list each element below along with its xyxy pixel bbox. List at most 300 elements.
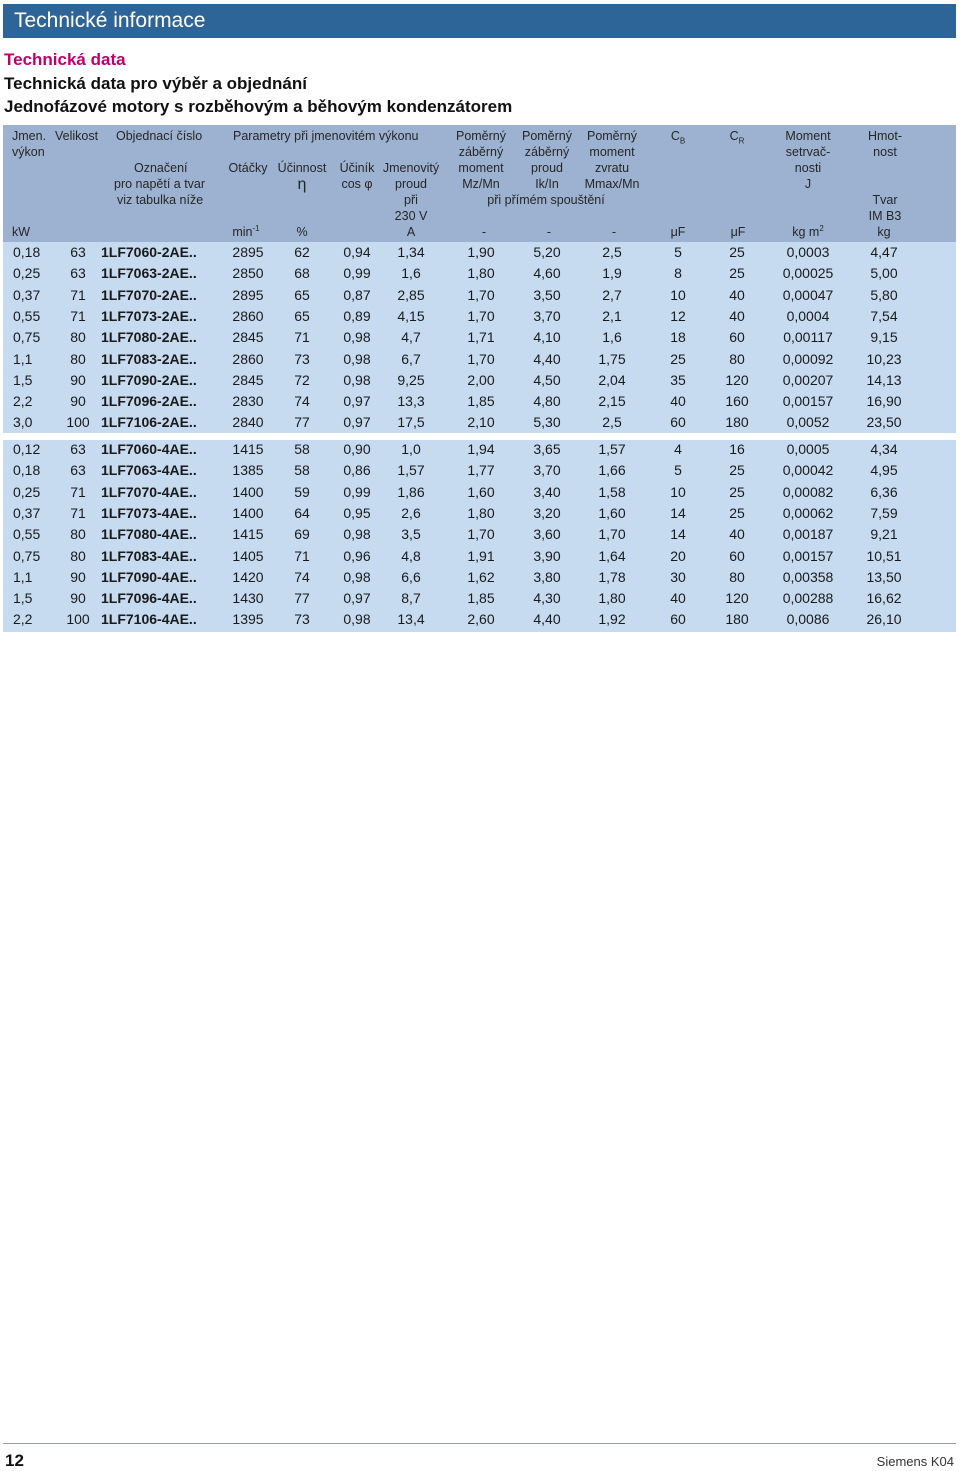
hdr-mmax-2: moment	[589, 145, 635, 159]
hdr-hmot-2: nost	[873, 145, 897, 159]
cell-order-number: 1LF7090-2AE..	[101, 371, 197, 388]
cell-cr: 25	[729, 244, 745, 260]
cell-weight: 9,21	[870, 526, 898, 543]
cell-starting-current: 5,20	[533, 244, 561, 260]
group-separator	[3, 433, 956, 440]
cell-weight: 5,80	[870, 286, 898, 303]
cell-cr: 60	[729, 547, 745, 564]
cell-breakdown-torque: 2,1	[602, 307, 622, 324]
unit-kg: kg	[877, 225, 891, 239]
hdr-moment-4: J	[804, 177, 812, 191]
cell-order-number: 1LF7060-4AE..	[101, 441, 197, 457]
cell-starting-torque: 1,70	[467, 350, 495, 367]
cell-starting-torque: 1,60	[467, 483, 495, 500]
cell-speed: 1405	[232, 547, 264, 564]
cell-power: 3,0	[13, 414, 33, 431]
unit-ik: -	[546, 225, 552, 239]
cell-power: 0,55	[13, 307, 41, 324]
cell-breakdown-torque: 1,70	[598, 526, 626, 543]
cell-weight: 10,51	[866, 547, 902, 564]
cell-power-factor: 0,89	[343, 307, 371, 324]
cell-starting-current: 4,10	[533, 329, 561, 346]
cell-power: 1,1	[13, 350, 33, 367]
cell-current: 1,0	[401, 441, 421, 457]
hdr-proud-2: proud	[395, 177, 427, 191]
cell-breakdown-torque: 1,78	[598, 568, 626, 585]
cell-power: 0,12	[13, 441, 41, 457]
cell-starting-torque: 1,85	[467, 393, 495, 410]
cell-size: 100	[66, 611, 90, 628]
cell-power-factor: 0,95	[343, 504, 371, 521]
cell-cb: 25	[670, 350, 686, 367]
cell-power-factor: 0,90	[343, 441, 371, 457]
cell-breakdown-torque: 2,15	[598, 393, 626, 410]
cell-breakdown-torque: 1,64	[598, 547, 626, 564]
cell-order-number: 1LF7096-2AE..	[101, 393, 197, 410]
cell-power-factor: 0,97	[343, 590, 371, 607]
cell-order-number: 1LF7070-2AE..	[101, 286, 197, 303]
cell-power-factor: 0,98	[343, 568, 371, 585]
cell-order-number: 1LF7083-4AE..	[101, 547, 197, 564]
cell-starting-current: 3,90	[533, 547, 561, 564]
cell-starting-torque: 1,94	[467, 441, 495, 457]
cell-size: 71	[70, 483, 86, 500]
hdr-mmax-1: Poměrný	[586, 129, 638, 143]
hdr-proud-1: Jmenovitý	[382, 161, 440, 175]
hdr-ucinnost: Účinnost	[277, 161, 327, 175]
cell-inertia: 0,00288	[782, 590, 834, 607]
cell-starting-torque: 1,80	[467, 265, 495, 282]
hdr-velikost: Velikost	[55, 129, 99, 143]
cell-order-number: 1LF7063-2AE..	[101, 265, 197, 282]
hdr-mz-4: Mz/Mn	[462, 177, 500, 191]
cell-breakdown-torque: 2,5	[602, 414, 622, 431]
cell-order-number: 1LF7080-2AE..	[101, 329, 197, 346]
cell-starting-current: 4,40	[533, 350, 561, 367]
cell-current: 2,6	[401, 504, 421, 521]
cell-efficiency: 74	[294, 568, 310, 585]
cell-cb: 40	[670, 590, 686, 607]
cell-weight: 16,90	[866, 393, 902, 410]
cell-cb: 5	[674, 462, 682, 479]
hdr-mz-1: Poměrný	[455, 129, 507, 143]
cell-inertia: 0,00207	[782, 371, 834, 388]
cell-power: 0,25	[13, 265, 41, 282]
hdr-mmax-3: zvratu	[594, 161, 630, 175]
cell-inertia: 0,00082	[782, 483, 834, 500]
cell-starting-current: 4,80	[533, 393, 561, 410]
cell-weight: 23,50	[866, 414, 902, 431]
cell-starting-current: 3,50	[533, 286, 561, 303]
cell-speed: 1415	[232, 441, 264, 457]
unit-kgm2: kg $m^2$	[792, 223, 824, 239]
cell-current: 3,5	[401, 526, 421, 543]
cell-order-number: 1LF7083-2AE..	[101, 350, 197, 367]
cell-starting-current: 5,30	[533, 414, 561, 431]
cell-speed: 2860	[232, 307, 264, 324]
cell-speed: 2830	[232, 393, 264, 410]
hdr-cos-phi: cos φ	[341, 177, 373, 191]
cell-inertia: 0,00047	[782, 286, 834, 303]
cell-weight: 7,54	[870, 307, 898, 324]
cell-speed: 2840	[232, 414, 264, 431]
cell-power-factor: 0,99	[343, 265, 371, 282]
cell-starting-torque: 1,90	[467, 244, 495, 260]
unit-min: $\min^{-1}$	[232, 223, 260, 239]
hdr-moment-2: setrvač-	[785, 145, 831, 159]
cell-size: 71	[70, 286, 86, 303]
unit-cr: μF	[730, 225, 746, 239]
cell-weight: 6,36	[870, 483, 898, 500]
cell-inertia: 0,00187	[782, 526, 834, 543]
cell-power: 0,18	[13, 244, 41, 260]
unit-pct: %	[296, 225, 308, 239]
cell-current: 4,8	[401, 547, 421, 564]
cell-starting-current: 3,65	[533, 441, 561, 457]
hdr-mz-2: záběrný	[458, 145, 504, 159]
cell-cb: 5	[674, 244, 682, 260]
cell-power: 1,5	[13, 590, 33, 607]
cell-efficiency: 72	[294, 371, 310, 388]
cell-cr: 16	[729, 441, 745, 457]
cell-power: 1,1	[13, 568, 33, 585]
hdr-im-b3: IM B3	[868, 209, 902, 223]
cell-cb: 30	[670, 568, 686, 585]
cell-efficiency: 73	[294, 611, 310, 628]
cell-speed: 1395	[232, 611, 264, 628]
cell-inertia: 0,00117	[783, 329, 833, 346]
cell-current: 13,4	[397, 611, 425, 628]
cell-speed: 1400	[232, 483, 264, 500]
hdr-ik-3: proud	[531, 161, 563, 175]
cell-efficiency: 71	[294, 547, 310, 564]
unit-mmax: -	[611, 225, 617, 239]
cell-inertia: 0,00157	[782, 393, 834, 410]
cell-cb: 10	[670, 286, 686, 303]
cell-current: 1,6	[401, 265, 421, 282]
cell-cb: 60	[670, 611, 686, 628]
footer-divider	[3, 1443, 956, 1444]
hdr-prime-spousteni: při přímém spouštění	[487, 193, 605, 207]
cell-order-number: 1LF7090-4AE..	[101, 568, 197, 585]
cell-weight: 16,62	[866, 590, 902, 607]
hdr-mmax-4: Mmax/Mn	[584, 177, 640, 191]
cell-starting-current: 3,70	[533, 307, 561, 324]
cell-speed: 2860	[232, 350, 264, 367]
cell-efficiency: 58	[294, 462, 310, 479]
cell-cb: 60	[670, 414, 686, 431]
brand-label: Siemens K04	[876, 1454, 954, 1469]
cell-efficiency: 77	[294, 590, 310, 607]
hdr-ik-1: Poměrný	[521, 129, 573, 143]
cell-weight: 13,50	[866, 568, 902, 585]
cell-cr: 80	[729, 568, 745, 585]
cell-power-factor: 0,98	[343, 526, 371, 543]
cell-efficiency: 71	[294, 329, 310, 346]
cell-current: 2,85	[397, 286, 425, 303]
cell-current: 6,6	[401, 568, 421, 585]
cell-inertia: 0,00042	[782, 462, 834, 479]
hdr-cb: $C_B$	[670, 129, 686, 146]
cell-order-number: 1LF7063-4AE..	[101, 462, 197, 479]
cell-inertia: 0,00092	[782, 350, 834, 367]
cell-speed: 1420	[232, 568, 264, 585]
cell-cr: 40	[729, 286, 745, 303]
cell-weight: 14,13	[866, 371, 902, 388]
cell-inertia: 0,0005	[786, 441, 830, 457]
cell-size: 80	[70, 526, 86, 543]
page-banner	[3, 4, 956, 38]
cell-efficiency: 74	[294, 393, 310, 410]
cell-cr: 25	[729, 504, 745, 521]
hdr-oznaceni-3: viz tabulka níže	[117, 193, 204, 207]
cell-breakdown-torque: 2,7	[602, 286, 622, 303]
hdr-objednaci-cislo: Objednací číslo	[116, 129, 203, 143]
cell-power: 2,2	[13, 611, 33, 628]
cell-power: 0,75	[13, 547, 41, 564]
cell-inertia: 0,0086	[786, 611, 830, 628]
cell-speed: 2895	[232, 244, 264, 260]
cell-inertia: 0,00157	[782, 547, 834, 564]
hdr-ucinik: Účiník	[339, 161, 375, 175]
cell-cr: 25	[729, 483, 745, 500]
cell-size: 63	[70, 265, 86, 282]
unit-kw: kW	[12, 225, 31, 239]
hdr-parametry: Parametry při jmenovitém výkonu	[233, 129, 419, 143]
cell-starting-torque: 1,70	[467, 307, 495, 324]
cell-power-factor: 0,97	[343, 414, 371, 431]
cell-size: 80	[70, 350, 86, 367]
cell-starting-current: 3,20	[533, 504, 561, 521]
cell-power-factor: 0,98	[343, 350, 371, 367]
cell-current: 4,7	[401, 329, 421, 346]
cell-breakdown-torque: 1,60	[598, 504, 626, 521]
cell-breakdown-torque: 2,04	[598, 371, 626, 388]
cell-power-factor: 0,97	[343, 393, 371, 410]
hdr-mz-3: moment	[458, 161, 504, 175]
cell-cr: 80	[729, 350, 745, 367]
cell-current: 6,7	[401, 350, 421, 367]
cell-breakdown-torque: 1,92	[598, 611, 626, 628]
cell-cb: 10	[670, 483, 686, 500]
hdr-proud-3: při	[404, 193, 418, 207]
cell-breakdown-torque: 1,9	[602, 265, 622, 282]
cell-current: 1,34	[397, 244, 425, 260]
cell-weight: 5,00	[870, 265, 898, 282]
cell-efficiency: 69	[294, 526, 310, 543]
subtitle-selection: Technická data pro výběr a objednání	[4, 74, 307, 93]
cell-power: 2,2	[13, 393, 33, 410]
section-title: Technická data	[4, 50, 126, 69]
cell-speed: 1400	[232, 504, 264, 521]
cell-size: 80	[70, 329, 86, 346]
hdr-vykon: výkon	[12, 145, 45, 159]
cell-starting-current: 4,60	[533, 265, 561, 282]
hdr-ik-4: Ik/In	[535, 177, 559, 191]
cell-inertia: 0,00025	[782, 265, 834, 282]
cell-speed: 2845	[232, 371, 264, 388]
hdr-tvar: Tvar	[872, 193, 898, 207]
cell-starting-torque: 1,85	[467, 590, 495, 607]
cell-cb: 12	[670, 307, 686, 324]
hdr-ik-2: záběrný	[524, 145, 570, 159]
cell-power-factor: 0,98	[343, 371, 371, 388]
cell-inertia: 0,00358	[782, 568, 834, 585]
cell-starting-torque: 2,10	[467, 414, 495, 431]
cell-speed: 1385	[232, 462, 264, 479]
unit-cb: μF	[670, 225, 686, 239]
cell-power: 0,25	[13, 483, 41, 500]
cell-power-factor: 0,87	[343, 286, 371, 303]
cell-efficiency: 58	[294, 441, 310, 457]
unit-mz: -	[481, 225, 487, 239]
cell-power: 0,37	[13, 504, 41, 521]
cell-size: 90	[70, 393, 86, 410]
hdr-oznaceni-2: pro napětí a tvar	[114, 177, 206, 191]
cell-power-factor: 0,98	[343, 329, 371, 346]
cell-cr: 40	[729, 526, 745, 543]
hdr-proud-4: 230 V	[394, 209, 428, 223]
cell-speed: 1430	[232, 590, 264, 607]
cell-inertia: 0,0004	[786, 307, 830, 324]
cell-breakdown-torque: 1,58	[598, 483, 626, 500]
cell-inertia: 0,00062	[782, 504, 834, 521]
cell-efficiency: 64	[294, 504, 310, 521]
hdr-jmen: Jmen.	[12, 129, 47, 143]
cell-size: 71	[70, 504, 86, 521]
cell-breakdown-torque: 1,80	[598, 590, 626, 607]
cell-current: 1,86	[397, 483, 425, 500]
cell-cr: 25	[729, 462, 745, 479]
page-number: 12	[5, 1451, 24, 1470]
cell-size: 90	[70, 371, 86, 388]
cell-weight: 4,95	[870, 462, 898, 479]
hdr-cr: $C_R$	[729, 129, 745, 146]
cell-cb: 40	[670, 393, 686, 410]
cell-weight: 9,15	[870, 329, 898, 346]
cell-cb: 18	[670, 329, 686, 346]
cell-efficiency: 68	[294, 265, 310, 282]
unit-amp: A	[406, 225, 416, 239]
hdr-hmot-1: Hmot-	[867, 129, 903, 143]
cell-cr: 180	[725, 611, 749, 628]
cell-weight: 10,23	[866, 350, 902, 367]
cell-starting-current: 3,60	[533, 526, 561, 543]
cell-order-number: 1LF7106-4AE..	[101, 611, 197, 628]
cell-breakdown-torque: 1,6	[602, 329, 622, 346]
cell-size: 63	[70, 441, 86, 457]
cell-weight: 4,47	[870, 244, 898, 260]
cell-efficiency: 62	[294, 244, 310, 260]
cell-starting-current: 4,50	[533, 371, 561, 388]
cell-power: 1,5	[13, 371, 33, 388]
cell-speed: 1415	[232, 526, 264, 543]
hdr-otacky: Otáčky	[228, 161, 268, 175]
cell-power-factor: 0,99	[343, 483, 371, 500]
cell-size: 63	[70, 244, 86, 260]
cell-cb: 14	[670, 504, 686, 521]
cell-size: 90	[70, 568, 86, 585]
cell-speed: 2845	[232, 329, 264, 346]
cell-starting-torque: 1,91	[467, 547, 495, 564]
cell-power: 0,75	[13, 329, 41, 346]
cell-cr: 160	[725, 393, 749, 410]
cell-current: 13,3	[397, 393, 425, 410]
cell-power: 0,37	[13, 286, 41, 303]
cell-weight: 4,34	[870, 441, 898, 457]
cell-starting-torque: 1,77	[467, 462, 495, 479]
cell-power-factor: 0,98	[343, 611, 371, 628]
cell-inertia: 0,0052	[786, 414, 830, 431]
cell-efficiency: 77	[294, 414, 310, 431]
cell-order-number: 1LF7096-4AE..	[101, 590, 197, 607]
cell-order-number: 1LF7073-2AE..	[101, 307, 197, 324]
cell-breakdown-torque: 2,5	[602, 244, 622, 260]
cell-starting-torque: 2,00	[467, 371, 495, 388]
cell-efficiency: 65	[294, 307, 310, 324]
cell-cb: 4	[674, 441, 682, 457]
cell-starting-torque: 1,80	[467, 504, 495, 521]
hdr-oznaceni-1: Označení	[134, 161, 188, 175]
cell-efficiency: 73	[294, 350, 310, 367]
hdr-eta-symbol: η	[297, 176, 307, 193]
cell-cr: 120	[725, 371, 749, 388]
cell-size: 90	[70, 590, 86, 607]
cell-power-factor: 0,86	[343, 462, 371, 479]
cell-starting-torque: 2,60	[467, 611, 495, 628]
cell-power: 0,55	[13, 526, 41, 543]
cell-cr: 25	[729, 265, 745, 282]
cell-cr: 120	[725, 590, 749, 607]
cell-current: 9,25	[397, 371, 425, 388]
cell-starting-current: 4,40	[533, 611, 561, 628]
cell-inertia: 0,0003	[786, 244, 830, 260]
cell-power-factor: 0,96	[343, 547, 371, 564]
cell-starting-torque: 1,70	[467, 286, 495, 303]
banner-title: Technické informace	[14, 9, 206, 32]
cell-weight: 7,59	[870, 504, 898, 521]
cell-cb: 35	[670, 371, 686, 388]
cell-efficiency: 59	[294, 483, 310, 500]
cell-weight: 26,10	[866, 611, 902, 628]
cell-starting-torque: 1,62	[467, 568, 495, 585]
cell-speed: 2895	[232, 286, 264, 303]
cell-cr: 40	[729, 307, 745, 324]
cell-cb: 14	[670, 526, 686, 543]
cell-breakdown-torque: 1,75	[598, 350, 626, 367]
cell-starting-current: 4,30	[533, 590, 561, 607]
cell-order-number: 1LF7080-4AE..	[101, 526, 197, 543]
cell-breakdown-torque: 1,66	[598, 462, 626, 479]
cell-cr: 60	[729, 329, 745, 346]
cell-current: 1,57	[397, 462, 425, 479]
cell-order-number: 1LF7106-2AE..	[101, 414, 197, 431]
cell-speed: 2850	[232, 265, 264, 282]
cell-current: 4,15	[397, 307, 425, 324]
cell-power: 0,18	[13, 462, 41, 479]
cell-starting-current: 3,40	[533, 483, 561, 500]
subtitle-motor-type: Jednofázové motory s rozběhovým a běhovým kondenzátorem	[4, 97, 513, 116]
cell-starting-current: 3,80	[533, 568, 561, 585]
cell-efficiency: 65	[294, 286, 310, 303]
cell-starting-torque: 1,71	[467, 329, 495, 346]
cell-current: 17,5	[397, 414, 425, 431]
cell-power-factor: 0,94	[343, 244, 371, 260]
cell-size: 80	[70, 547, 86, 564]
cell-order-number: 1LF7073-4AE..	[101, 504, 197, 521]
cell-cb: 8	[674, 265, 682, 282]
cell-size: 71	[70, 307, 86, 324]
